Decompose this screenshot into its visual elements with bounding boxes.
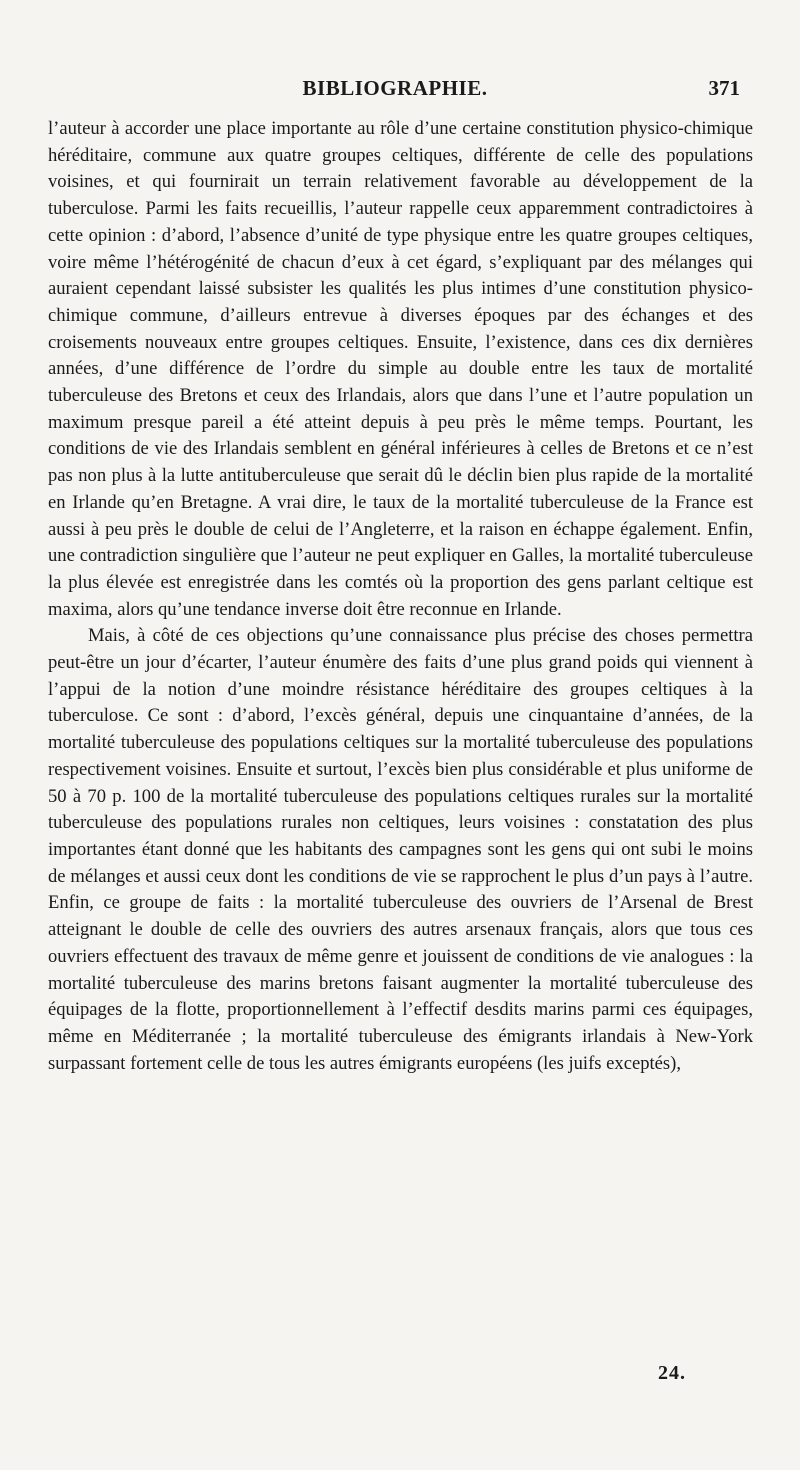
paragraph-2: Mais, à côté de ces objections qu’une connaissance plus précise des choses permettra peut-être un jour d’écarter, l’auteur énumère des faits d’une plus grand poids qui viennent à l’appui de la notion d’une moindre résistance héréditaire des groupes celtiques à la tuberculose. Ce sont : d’abord, l’excès général, depuis une cinquantaine d’années, de la mortalité tuberculeuse des populations celtiques sur la mortalité tuberculeuse des populations respectivement voisines. Ensuite et surtout, l’excès bien plus considérable et plus uniforme de 50 à 70 p. 100 de la mortalité tuberculeuse des populations celtiques rurales sur la mortalité tuberculeuse des populations rurales non celtiques, leurs voisines : constatation des plus importantes étant donné que les habitants des campagnes sont les gens qui ont subi le moins de mélanges et aussi ceux dont les conditions de vie se rapprochent le plus d’un pays à l’autre. Enfin, ce groupe de faits : la mortalité tuberculeuse des ouvriers de l’Arsenal de Brest atteignant le double de celle des ouvriers des autres arsenaux français, alors que tous ces ouvriers effectuent des travaux de même genre et jouissent de conditions de vie analogues : la mortalité tuberculeuse des marins bretons faisant augmenter la mortalité tuberculeuse des équipages de la flotte, proportionnellement à l’effectif desdits marins parmi ces équipages, même en Méditerranée ; la mortalité tuberculeuse des émigrants irlandais à New-York surpassant fortement celle de tous les autres émigrants européens (les juifs exceptés),	[48, 625, 753, 1074]
running-title: BIBLIOGRAPHIE.	[302, 76, 488, 100]
body-text	[48, 116, 753, 1077]
paragraph-1: l’auteur à accorder une place importante au rôle d’une certaine constitution physico-chimique héréditaire, commune aux quatre groupes celtiques, différente de celle des populations voisines, et qui fournirait un terrain relativement favorable au développement de la tuberculose. Parmi les faits recueillis, l’auteur rappelle ceux apparemment contradictoires à cette opinion : d’abord, l’absence d’unité de type physique entre les quatre groupes celtiques, voire même l’hétérogénité de chacun d’eux à cet égard, s’expliquant par des mélanges qui auraient cependant laissé subsister les qualités les plus intimes d’une constitution physico-chimique commune, d’ailleurs entrevue à diverses époques par des échanges et des croisements nouveaux entre groupes celtiques. Ensuite, l’existence, dans ces dix dernières années, d’une différence de l’ordre du simple au double entre les taux de mortalité tuberculeuse des Bretons et ceux des Irlandais, alors que dans l’une et l’autre population un maximum presque pareil a été atteint depuis à peu près le même temps. Pourtant, les conditions de vie des Irlandais semblent en général inférieures à celles de Bretons et ce n’est pas non plus à la lutte antituberculeuse que serait dû le déclin bien plus rapide de la mortalité en Irlande qu’en Bretagne. A vrai dire, le taux de la mortalité tuberculeuse de la France est aussi à peu près le double de celui de l’Angleterre, et la raison en échappe également. Enfin, une contradiction singulière que l’auteur ne peut expliquer en Galles, la mortalité tuberculeuse la plus élevée est enregistrée dans les comtés où la proportion des gens parlant celtique est maxima, alors qu’une tendance inverse doit être reconnue en Irlande.	[48, 118, 753, 620]
signature-mark: 24.	[658, 1362, 686, 1384]
page-header	[50, 76, 740, 106]
page-number: 371	[708, 76, 740, 100]
